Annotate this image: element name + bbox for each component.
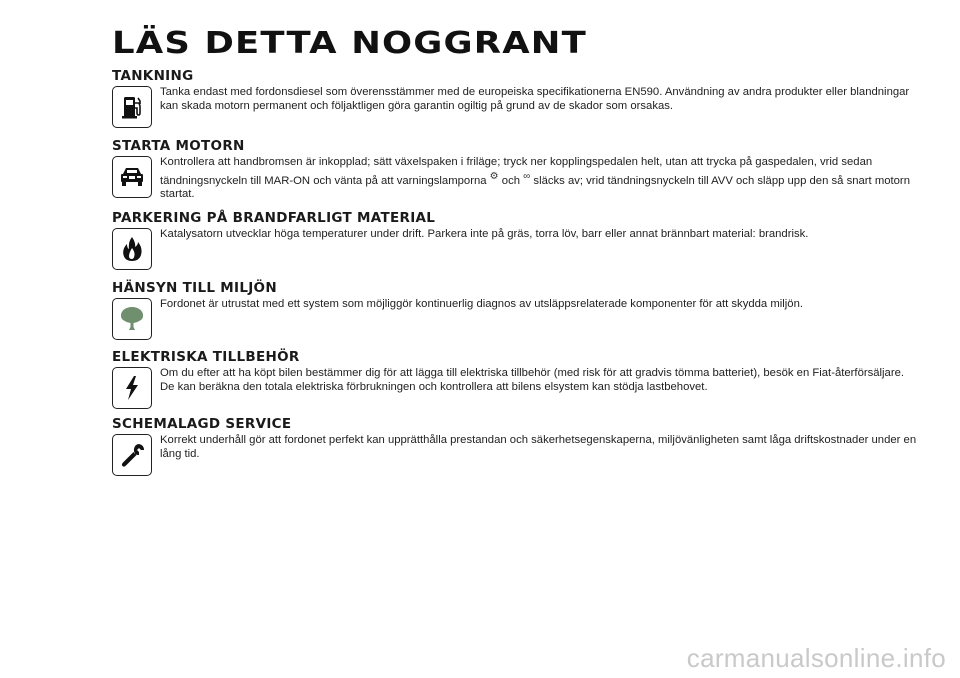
page-title: LÄS DETTA NOGGRANT [112, 26, 587, 61]
coil-warning-icon: ∞ [523, 170, 531, 182]
section-heading: SCHEMALAGD SERVICE [112, 416, 292, 432]
section-service [112, 416, 917, 480]
section-text: Fordonet är utrustat med ett system som möjliggör kontinuerlig diagnos av utsläppsrelaterade komponenter för att skydda miljön. [160, 298, 803, 310]
section-body [112, 367, 912, 413]
section-text [160, 156, 920, 201]
section-text: Korrekt underhåll gör att fordonet perfekt kan upprätthålla prestandan och säkerhetsegenskaperna, miljövänligheten samt låga driftskostnader under en lång tid. [160, 434, 917, 460]
section-body [112, 86, 912, 132]
lightning-icon [112, 367, 152, 409]
section-body [112, 156, 912, 202]
section-body [112, 298, 912, 344]
section-text: Katalysatorn utvecklar höga temperaturer under drift. Parkera inte på gräs, torra löv, barr eller annat brännbart material: brandrisk. [160, 228, 809, 240]
section-tankning [112, 68, 912, 132]
section-heading: STARTA MOTORN [112, 138, 245, 154]
section-elektriska [112, 349, 912, 413]
section-body [112, 228, 912, 274]
fuel-pump-icon [112, 86, 152, 128]
flame-icon [112, 228, 152, 270]
tree-icon [112, 298, 152, 340]
car-icon [112, 156, 152, 198]
section-heading: ELEKTRISKA TILLBEHÖR [112, 349, 300, 365]
section-heading: PARKERING PÅ BRANDFARLIGT MATERIAL [112, 210, 436, 226]
section-starta-motorn [112, 138, 912, 202]
section-text: Om du efter att ha köpt bilen bestämmer dig för att lägga till elektriska tillbehör (med risk för att gradvis tömma batteriet), besök en Fiat-återförsäljare. De kan beräkna den totala elektriska förbrukningen och kontrollera att bilens elsystem kan stödja lastbehovet. [160, 367, 905, 393]
section-body [112, 434, 917, 480]
watermark: carmanualsonline.info [686, 643, 946, 673]
section-parkering [112, 210, 912, 274]
section-text-part1: Kontrollera att handbromsen är inkopplad; sätt växelspaken i friläge; tryck ner kopplingspedalen helt, utan att trycka på gaspedalen, vrid sedan tändningsnyckeln till MAR-ON och vänta på att varningslamporna [160, 156, 873, 187]
section-heading: TANKNING [112, 68, 194, 84]
section-text-part2: släcks av; vrid tändningsnyckeln till AVV och släpp upp den så snart motorn startat. [160, 174, 910, 200]
section-text: Tanka endast med fordonsdiesel som överensstämmer med de europeiska specifikationerna EN590. Användning av andra produkter eller blandningar kan skada motorn permanent och följaktligen göra garantin ogiltig på grund av de skador som orsakas. [160, 86, 910, 112]
section-text-connector: och [501, 174, 520, 187]
wrench-icon [112, 434, 152, 476]
glow-plug-warning-icon: ⚙ [489, 170, 499, 182]
section-heading: HÄNSYN TILL MILJÖN [112, 280, 277, 296]
section-miljo [112, 280, 912, 344]
